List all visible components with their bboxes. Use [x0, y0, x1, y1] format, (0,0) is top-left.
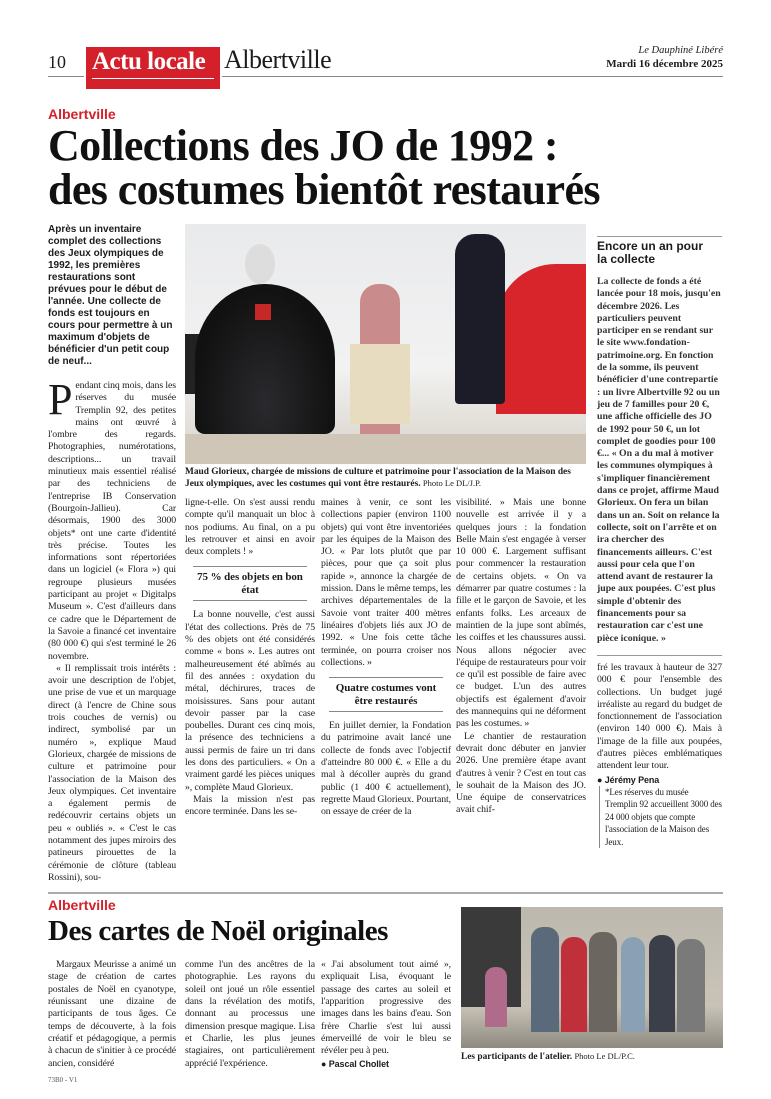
article-column-5: fré les travaux à hauteur de 327 000 € pour l'ensemble des collections. Un budget jugé irréaliste au regard du budget de fonctionnement de l'association (environ 140 000 €). Mais à l'image de la fille aux poupées, d'autres pièces emblématiques attendent leur tour. ● Jérémy Pena *Les réserves du musée Tremplin 92 accueillent 3000 des 24 000 objets que compte l'association de la Maison des Jeux. — [597, 661, 722, 847]
drop-cap: P — [48, 375, 73, 424]
article-right-column — [597, 224, 722, 848]
photo-credit: Photo Le DL/P.C. — [574, 1051, 635, 1062]
article-kicker: Albertville — [48, 106, 116, 122]
article2 — [48, 897, 723, 1070]
workshop-photo-caption: Les participants de l'atelier. Photo Le DL/P.C. — [461, 1051, 635, 1063]
photo-caption: Maud Glorieux, chargée de missions de culture et patrimoine pour l'association de la Maison des Jeux olympiques, avec les costumes qui vont être restaurés. Photo Le DL/J.P. — [185, 467, 571, 489]
article-column-4: visibilité. » Mais une bonne nouvelle est arrivée il y a quelques jours : la fondation Belle Main s'est engagée à verser 10 000 €. Largement suffisant pour commencer la restauration de certains objets. « On va démarrer par quatre costumes : la fille et le garçon de Savoie, et les enfants folks. Les arceaux de maintien de la jupe sont abîmés, les coiffes et les chaussures aussi. Nous allons négocier avec l'équipe de restaurateurs pour voir ce qu'il est possible de faire avec ce budget. L'un des autres objectifs est également d'avoir des mannequins qui ne déforment pas les costumes. » Le chantier de restauration devrait donc débuter en janvier 2026. Une première étape avant d'autres à venir ? C'est en tout cas le souhait de la Maison des JO. Une équipe de conservatrices avait chif- — [456, 497, 586, 816]
issue-date: Mardi 16 décembre 2025 — [606, 58, 723, 70]
article2-columns — [48, 959, 452, 1070]
article2-column-3: « J'ai absolument tout aimé », expliquait Lisa, évoquant le passage des cartes au soleil et l'apparition progressive des images dans les bains d'eau. Son frère Charlie s'est lui aussi émerveillé de voir le bleu se révéler peu à peu. ● Pascal Chollet — [321, 959, 451, 1069]
article1-body — [48, 224, 723, 884]
article-lead: Après un inventaire complet des collections des Jeux olympiques de 1992, les premières restaurations sont prévues pour le début de l'année. Une collecte de fonds est toujours en cours pour permettre à un maximum d'objets de bénéficier d'un petit coup de neuf... — [48, 224, 173, 367]
article2-column-2: comme l'un des ancêtres de la photographie. Les rayons du soleil ont joué un rôle essentiel dans la révélation des motifs, donnant au processus une dimension presque magique. Lisa et Charlie, les plus jeunes stagiaires, ont particulièrement apprécié l'expérience. — [185, 959, 315, 1069]
page-header — [48, 0, 723, 94]
article-headline: Collections des JO de 1992 : des costumes bientôt restaurés — [48, 121, 600, 214]
article-column-1: Pendant cinq mois, dans les réserves du musée Tremplin 92, des petites mains ont œuvré à l'ombre des regards. Photographies, numérotations, descriptions... un travail minutieux mais essentiel réalisé par des techniciens de l'entreprise IB Conservation (Bourgoin-Jallieu). Car désormais, 1900 des 3000 objets* ont une carte d'identité très précise. Toutes les informations sont répertoriées dans un logiciel (« Flora ») qui regroupe plusieurs musées participant au projet « Digitalps Museum ». C'est d'ailleurs dans ce cadre que le Département de la Savoie a financé cet inventaire (80 000 €) qui s'est terminé le 26 novembre. « Il remplissait trois intérêts : avoir une description de l'objet, une prise de vue et un marquage direct (à l'encre de Chine sous trois couches de vernis) ou indirect, symbolisé par un numéro », explique Maud Glorieux, chargée de missions de culture et patrimoine pour l'association de la Maison des Jeux olympiques. Cet inventaire a également permis de redécouvrir certains objets un peu « oubliés ». « C'est le cas notamment des jupes miroirs des patineurs pirouettes de la cérémonie de clôture (tableau Rossini), sou- — [48, 375, 176, 883]
subheading: Quatre costumes vont être restaurés — [329, 677, 443, 712]
footnote: *Les réserves du musée Tremplin 92 accueillent 3000 des 24 000 objets que compte l'association de la Maison des Jeux. — [599, 786, 722, 849]
workshop-photo — [461, 907, 723, 1048]
article-column-1-wrap — [48, 224, 176, 884]
article2-kicker: Albertville — [48, 897, 116, 914]
author-byline: ● Pascal Chollet — [321, 1058, 389, 1069]
article-column-3: maines à venir, ce sont les collections papier (environ 1100 objets) qui vont être inventoriées par les équipes de la Maison des JO. « Par lots plutôt que par pièces, pour que ça soit plus rapide », annonce la chargée de mission. Dans le même temps, les archives départementales de la Savoie vont traiter 400 mètres linéaires d'objets liés aux JO de 1992. « Une fois cette tâche terminée, on pourra croiser nos collections. » Quatre costumes vont être restaurés En juillet dernier, la Fondation du patrimoine avait lancé une collecte de fonds avec l'objectif d'atteindre 80 000 €. « Elle a du mal à décoller auprès du grand public (1 400 € actuellement), regrette Maud Glorieux. Pourtant, on essaye de créer de la — [321, 497, 451, 818]
sidebar-text: La collecte de fonds a été lancée pour 18 mois, jusqu'en décembre 2026. Les particuliers peuvent participer en se rendant sur le site www.fondation-patrimoine.org. En fonction de la somme, ils peuvent bénéficier d'une contrepartie : un livre Albertville 92 ou un jeu de 7 familles pour 20 €, une affiche officielle des JO de 1992 pour 50 €, un lot complet de goodies pour 100 €... « On a du mal à motiver les communes olympiques à s'impliquer financièrement dans ce projet, affirme Maud Glorieux. On fera un bilan dans un an. Soit on relance la collecte, soit on l'arrête et on ira chercher des financements ailleurs. C'est aussi pour cela que l'on attend avant de restaurer la jupe aux poupées. C'est plus simple d'obtenir des financements pour sa restauration car c'est une pièce iconique. » — [597, 276, 721, 644]
article2-headline: Des cartes de Noël originales — [48, 915, 388, 948]
article-columns — [185, 497, 586, 819]
article-middle — [185, 224, 586, 819]
section-label: Actu locale — [92, 48, 206, 75]
section-badge — [86, 47, 220, 89]
photo-credit: Photo Le DL/J.P. — [422, 478, 482, 488]
subheading: 75 % des objets en bon état — [193, 566, 307, 601]
section-divider — [48, 892, 723, 894]
author-byline: ● Jérémy Pena — [597, 774, 660, 785]
main-photo — [185, 224, 586, 464]
page-code: 73B0 - V1 — [48, 1075, 78, 1084]
page-number: 10 — [48, 52, 66, 72]
sidebar-title: Encore un an pour la collecte — [597, 239, 704, 266]
article2-photo-column — [461, 907, 723, 1063]
newspaper-name: Le Dauphiné Libéré — [638, 45, 723, 56]
article-column-2: ligne-t-elle. On s'est aussi rendu compte qu'il manquait un bloc à nos podiums. Au final, on a pu les retrouver et ainsi en avoir deux complets ! » 75 % des objets en bon état La bonne nouvelle, c'est aussi l'état des collections. Près de 75 % des objets ont été considérés comme « bons ». Les autres ont malheureusement été abîmés au fil des années : oxydation du métal, déchirures, traces de moisissures. Sans pour autant devoir passer par la case poubelles. Durant ces cinq mois, la présence des techniciens a aussi permis de faire un tri dans les dons des particuliers. « On a vraiment gardé les pièces uniques », complète Maud Glorieux. Mais la mission n'est pas encore terminée. Dans les se- — [185, 497, 315, 818]
article2-text — [48, 897, 452, 1070]
city-label: Albertville — [224, 45, 332, 74]
article2-column-1: Margaux Meurisse a animé un stage de création de cartes postales de Noël en cyanotype, réunissant une dizaine de participants de tous âges. Ce temps de découverte, à la fois créatif et pédagogique, a permis à chacun de s'initier à ce procédé ancien, considéré — [48, 959, 176, 1069]
